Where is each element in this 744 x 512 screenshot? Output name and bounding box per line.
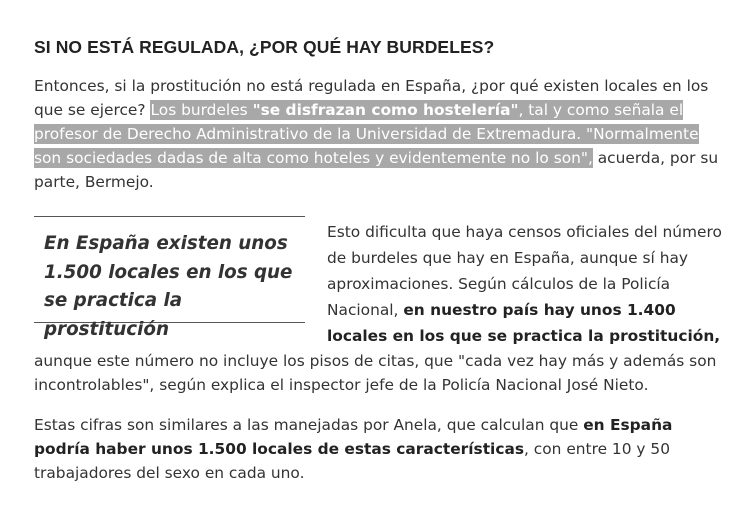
paragraph-text: acuerda, por su parte, Bermejo. xyxy=(34,149,719,191)
paragraph-intro xyxy=(34,74,724,194)
highlighted-bold-quote: "se disfrazan como hostelería" xyxy=(252,101,519,119)
paragraph-text: , con entre 10 y 50 trabajadores del sexo en cada uno. xyxy=(34,440,670,482)
paragraph-text: aunque este número no incluye los pisos de citas, que "cada vez hay más y además son incontrolables", según explica el inspector jefe de la Policía Nacional José Nieto. xyxy=(34,352,717,394)
paragraph-census-continued xyxy=(34,349,724,397)
paragraph-text: Entonces, si la prostitución no está regulada en España, ¿por qué existen locales en los que se ejerce? xyxy=(34,77,709,119)
paragraph-text: Estas cifras son similares a las manejadas por Anela, que calculan que xyxy=(34,416,584,434)
section-heading: SI NO ESTÁ REGULADA, ¿POR QUÉ HAY BURDELES? xyxy=(34,37,495,57)
paragraph-text: Esto dificulta que haya censos oficiales del número de burdeles que hay en España, aunque sí hay aproximaciones. Según cálculos de la Policía Nacional, xyxy=(327,223,722,319)
pull-quote-text: En España existen unos 1.500 locales en los que se practica la prostitución xyxy=(44,233,293,340)
bold-statement: en nuestro país hay unos 1.400 locales en los que se practica la prostitución, xyxy=(327,301,721,345)
paragraph-census xyxy=(327,219,727,349)
highlighted-text-part: , tal y como señala el profesor de Derecho Administrativo de la Universidad de Extremadura. "Normalmente son sociedades dadas de alta como hoteles y evidentemente no lo son", xyxy=(34,101,699,167)
paragraph-anela xyxy=(34,413,724,485)
highlighted-text-part: Los burdeles xyxy=(150,101,253,119)
pull-quote xyxy=(34,216,305,340)
bold-statement: en España podría haber unos 1.500 locales de estas características xyxy=(34,416,673,458)
